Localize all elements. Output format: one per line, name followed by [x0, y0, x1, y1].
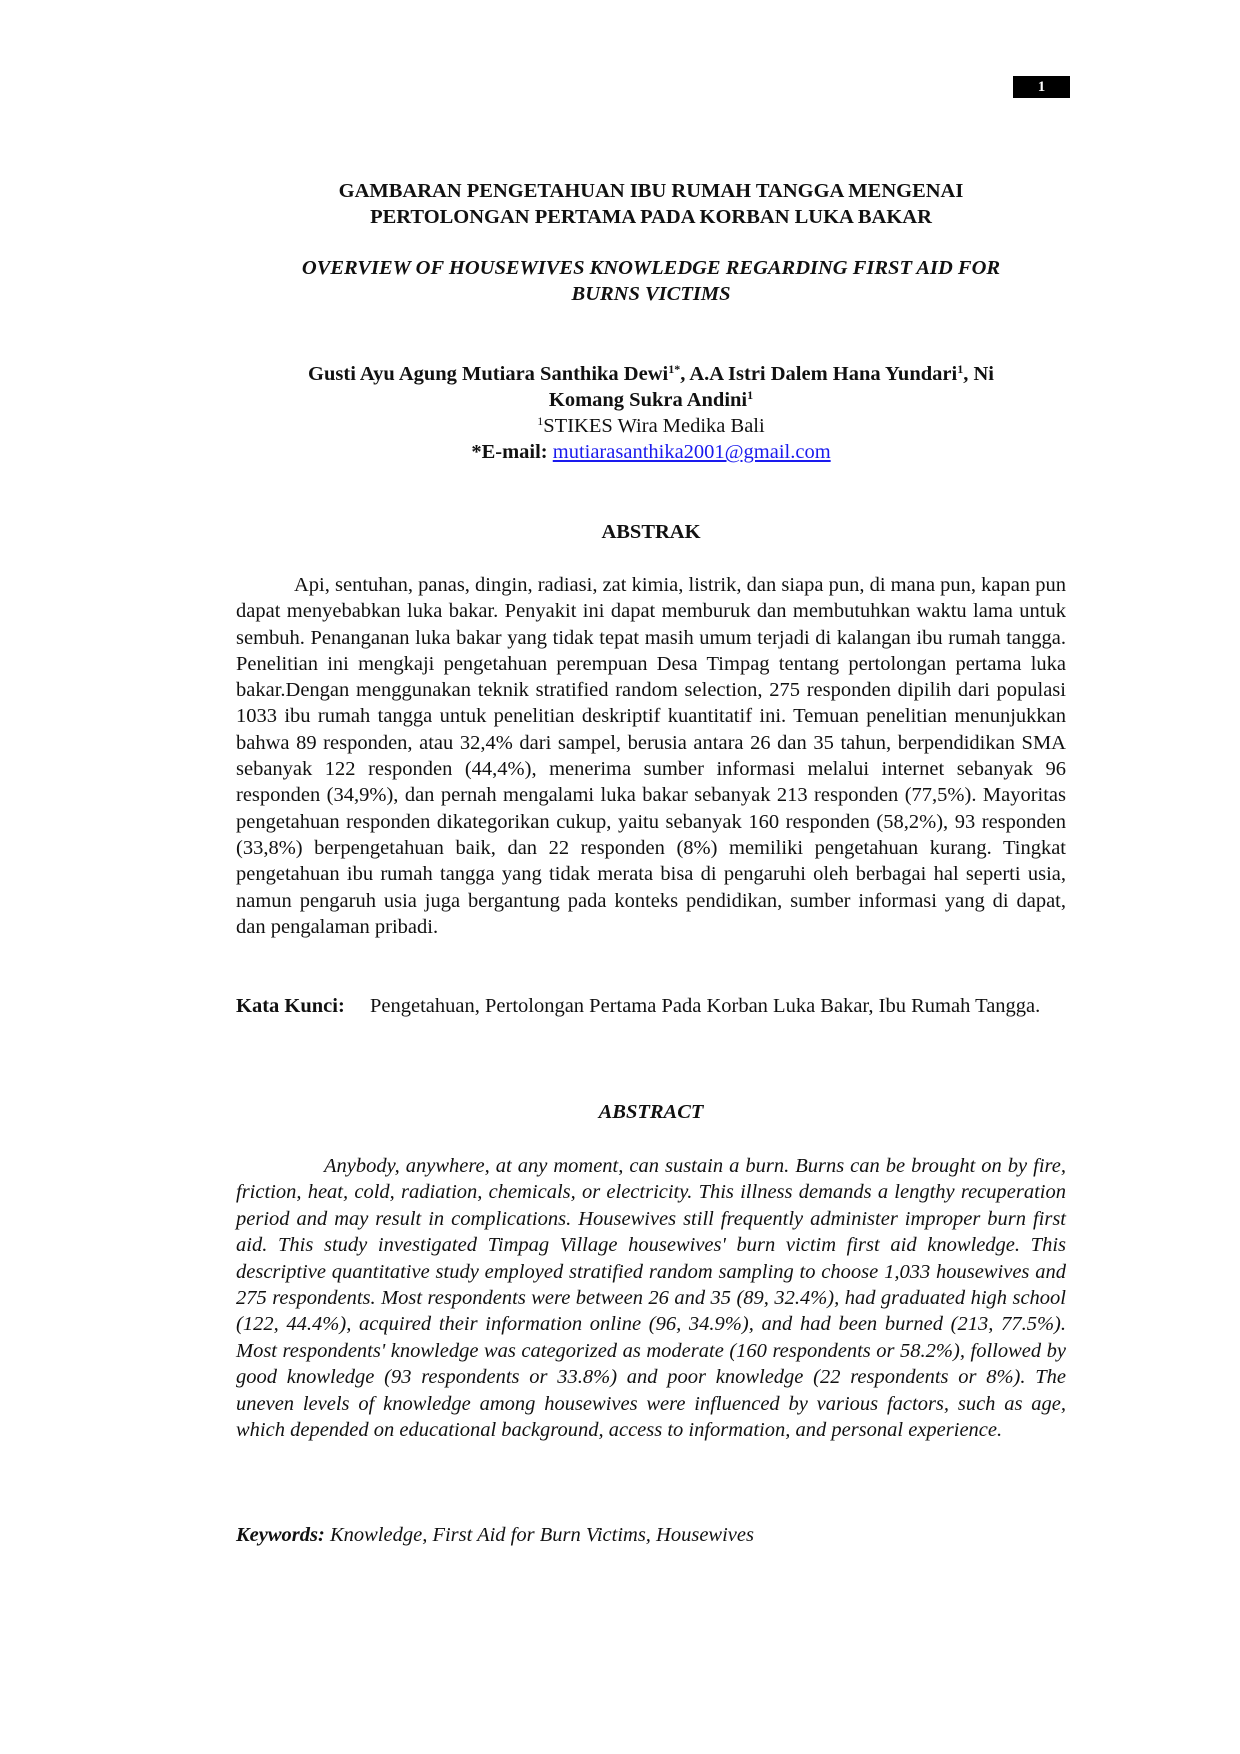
email-link[interactable]: mutiarasanthika2001@gmail.com — [552, 441, 831, 463]
page-number: 1 — [1013, 76, 1070, 98]
title-indonesian-line2: PERTOLONGAN PERTAMA PADA KORBAN LUKA BAKAR — [370, 206, 932, 228]
author-3-prefix: , Ni — [963, 363, 994, 385]
kata-kunci — [236, 993, 1066, 1020]
abstrak-heading: ABSTRAK — [601, 521, 701, 543]
title-english — [236, 255, 1066, 307]
keywords-text: Knowledge, First Aid for Burn Victims, Housewives — [329, 1524, 754, 1546]
abstrak-paragraph: Api, sentuhan, panas, dingin, radiasi, zat kimia, listrik, dan siapa pun, di mana pun, kapan pun dapat menyebabkan luka bakar. Penyakit ini dapat memburuk dan membutuhkan waktu lama untuk sembuh. Penanganan luka bakar yang tidak tepat masih umum terjadi di kalangan ibu rumah tangga. Penelitian ini mengkaji pengetahuan perempuan Desa Timpag tentang pertolongan pertama luka bakar.Dengan menggunakan teknik stratified random selection, 275 responden dipilih dari populasi 1033 ibu rumah tangga untuk penelitian deskriptif kuantitatif ini. Temuan penelitian menunjukkan bahwa 89 responden, atau 32,4% dari sampel, berusia antara 26 dan 35 tahun, berpendidikan SMA sebanyak 122 responden (44,4%), menerima sumber informasi melalui internet sebanyak 96 responden (34,9%), dan pernah mengalami luka bakar sebanyak 213 responden (77,5%). Mayoritas pengetahuan responden dikategorikan cukup, yaitu sebanyak 160 responden (58,2%), 93 responden (33,8%) berpengetahuan baik, dan 22 responden (8%) memiliki pengetahuan kurang. Tingkat pengetahuan ibu rumah tangga yang tidak merata bisa di pengaruhi oleh berbagai hal seperti usia, namun pengaruh usia juga bergantung pada konteks pendidikan, sumber informasi yang di dapat, dan pengalaman pribadi. — [236, 574, 1067, 938]
author-1: Gusti Ayu Agung Mutiara Santhika Dewi — [308, 363, 669, 385]
email-line — [236, 439, 1066, 465]
author-3-marker: 1 — [747, 388, 754, 402]
abstract-heading: ABSTRACT — [598, 1101, 704, 1123]
affiliation — [236, 413, 1066, 439]
keywords-label: Keywords: — [236, 1524, 325, 1546]
author-list — [236, 361, 1066, 413]
email-label: *E-mail: — [471, 441, 548, 463]
title-english-line1: OVERVIEW OF HOUSEWIVES KNOWLEDGE REGARDING FIRST AID FOR — [301, 257, 1001, 279]
affiliation-name: STIKES Wira Medika Bali — [543, 415, 765, 437]
title-indonesian-line1: GAMBARAN PENGETAHUAN IBU RUMAH TANGGA MENGENAI — [338, 180, 964, 202]
affiliation-marker: 1 — [537, 414, 544, 428]
kata-kunci-text: Pengetahuan, Pertolongan Pertama Pada Korban Luka Bakar, Ibu Rumah Tangga. — [370, 995, 1041, 1017]
author-3: Komang Sukra Andini — [548, 389, 748, 411]
author-1-marker: 1* — [668, 362, 681, 376]
kata-kunci-label: Kata Kunci: — [236, 995, 345, 1017]
author-2: , A.A Istri Dalem Hana Yundari — [680, 363, 958, 385]
abstract-paragraph: Anybody, anywhere, at any moment, can sustain a burn. Burns can be brought on by fire, friction, heat, cold, radiation, chemicals, or electricity. This illness demands a lengthy recuperation period and may result in complications. Housewives still frequently administer improper burn first aid. This study investigated Timpag Village housewives' burn victim first aid knowledge. This descriptive quantitative study employed stratified random sampling to choose 1,033 housewives and 275 respondents. Most respondents were between 26 and 35 (89, 32.4%), had graduated high school (122, 44.4%), acquired their information online (96, 34.9%), and had been burned (213, 77.5%). Most respondents' knowledge was categorized as moderate (160 respondents or 58.2%), followed by good knowledge (93 respondents or 33.8%) and poor knowledge (22 respondents or 8%). The uneven levels of knowledge among housewives were influenced by various factors, such as age, which depended on educational background, access to information, and personal experience. — [236, 1155, 1066, 1442]
author-2-marker: 1 — [957, 362, 964, 376]
title-english-line2: BURNS VICTIMS — [571, 283, 731, 305]
keywords — [236, 1522, 1066, 1548]
title-indonesian — [236, 178, 1066, 230]
